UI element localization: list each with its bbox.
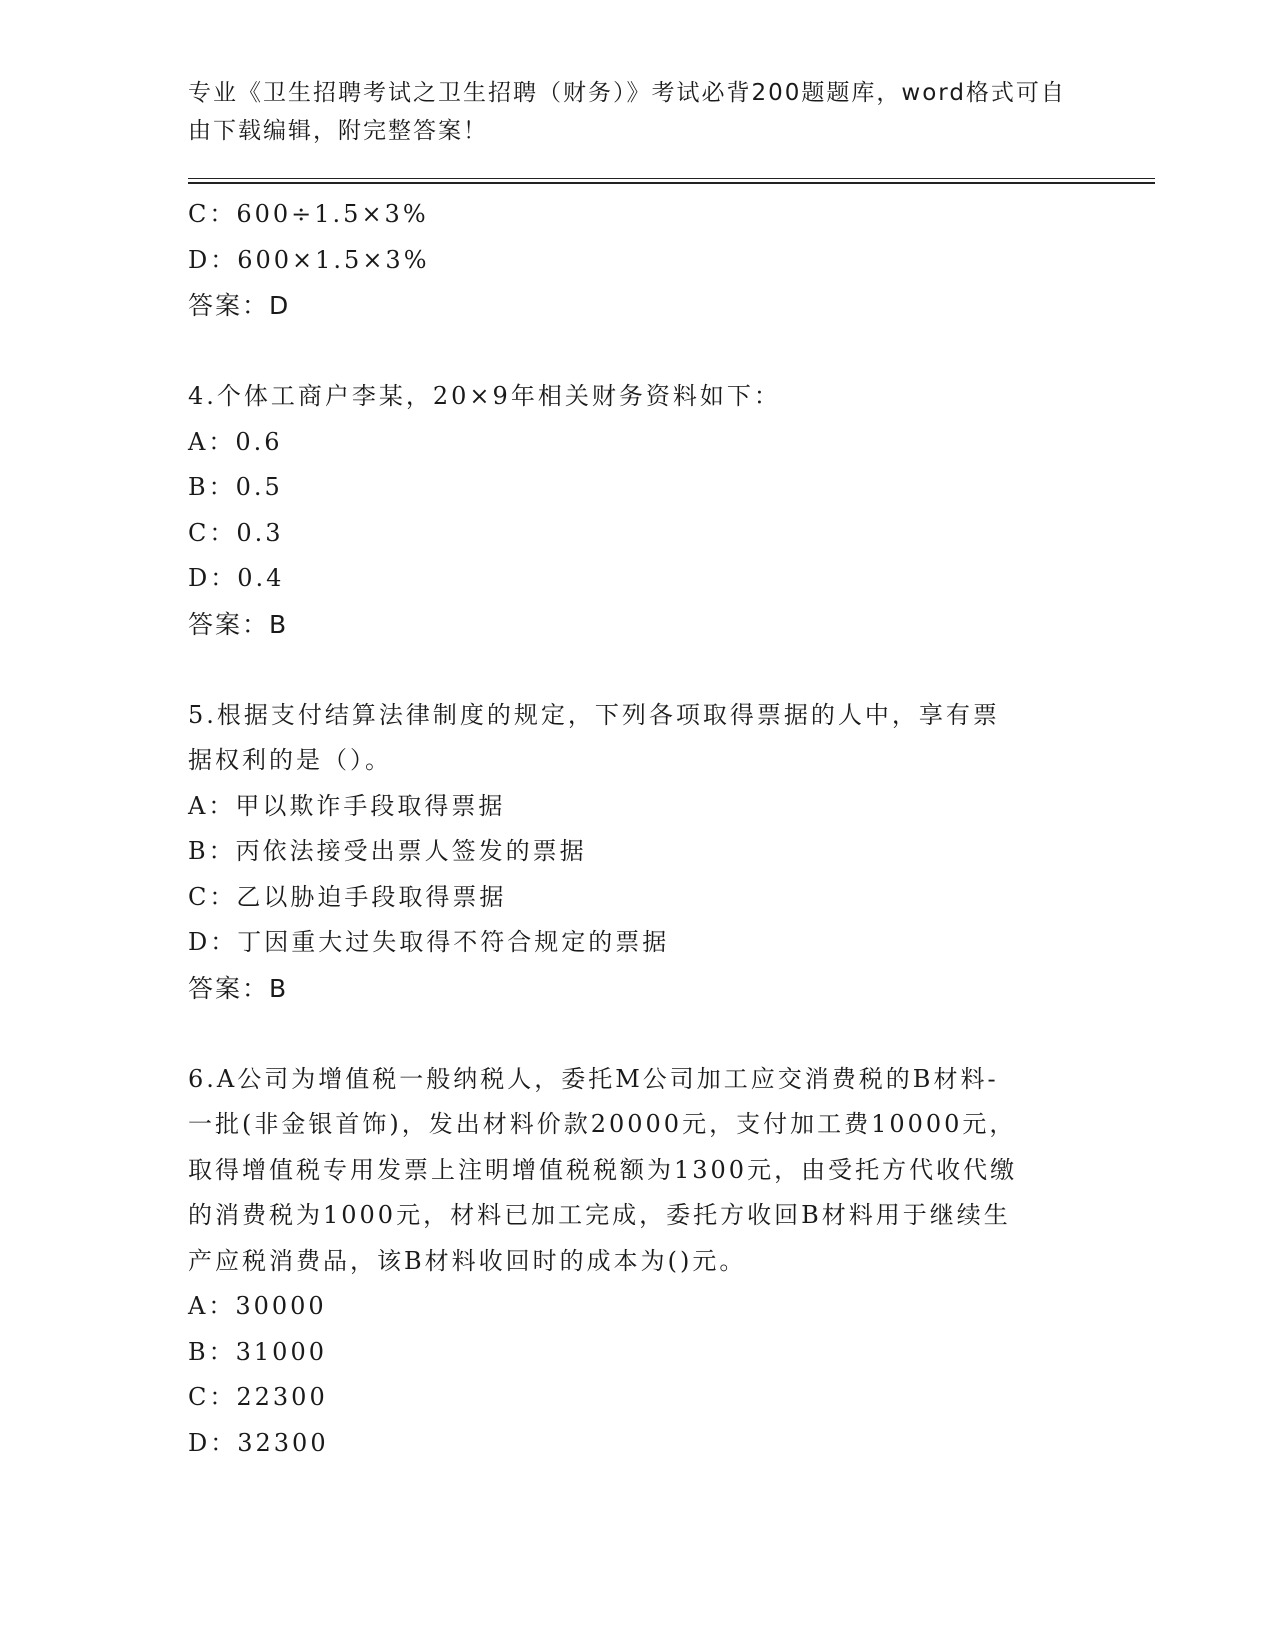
option-a: A：30000 <box>188 1292 327 1320</box>
spacer <box>188 329 1088 375</box>
option-c: C：乙以胁迫手段取得票据 <box>188 882 507 911</box>
answer-text: 答案：B <box>188 973 289 1003</box>
question-stem: 4.个体工商户李某，20×9年相关财务资料如下： <box>188 382 781 410</box>
option-c: C：22300 <box>188 1383 328 1411</box>
question-stem-line-5: 产应税消费品，该B材料收回时的成本为()元。 <box>188 1246 747 1275</box>
question-stem-line-4: 的消费税为1000元，材料已加工完成，委托方收回B材料用于继续生 <box>188 1201 1011 1229</box>
answer-text: 答案：D <box>188 291 291 320</box>
question-list <box>188 192 1088 1466</box>
option-b: B：丙依法接受出票人签发的票据 <box>188 837 587 865</box>
question-stem-line-3: 取得增值税专用发票上注明增值税税额为1300元，由受托方代收代缴 <box>188 1155 1018 1184</box>
question-stem-line-2: 一批(非金银首饰)，发出材料价款20000元，支付加工费10000元， <box>188 1110 1017 1138</box>
question-stem-line-1: 6.A公司为增值税一般纳税人，委托M公司加工应交消费税的B材料- <box>188 1064 999 1093</box>
document-header <box>188 74 1068 150</box>
question-6 <box>188 1057 1088 1467</box>
question-5 <box>188 693 1088 1012</box>
option-c: C：0.3 <box>188 518 284 547</box>
header-title-line-2: 由下载编辑，附完整答案！ <box>188 118 488 144</box>
option-b: B：0.5 <box>188 473 283 501</box>
spacer <box>188 647 1088 693</box>
option-d: D：600×1.5×3% <box>188 245 430 274</box>
option-d: D：0.4 <box>188 564 285 592</box>
header-divider <box>188 178 1155 184</box>
option-a: A：甲以欺诈手段取得票据 <box>188 791 506 820</box>
question-3-tail <box>188 192 1088 329</box>
option-a: A：0.6 <box>188 427 283 456</box>
question-4 <box>188 374 1088 647</box>
question-stem-line-2: 据权利的是（）。 <box>188 746 392 774</box>
option-b: B：31000 <box>188 1337 327 1366</box>
option-d: D：丁因重大过失取得不符合规定的票据 <box>188 928 670 956</box>
header-title-line-1: 专业《卫生招聘考试之卫生招聘（财务）》考试必背200题题库，word格式可自 <box>188 80 1066 106</box>
spacer <box>188 1011 1088 1057</box>
option-c: C：600÷1.5×3% <box>188 200 429 228</box>
question-stem-line-1: 5.根据支付结算法律制度的规定，下列各项取得票据的人中，享有票 <box>188 700 1000 729</box>
answer-text: 答案：B <box>188 609 289 639</box>
option-d: D：32300 <box>188 1428 329 1457</box>
